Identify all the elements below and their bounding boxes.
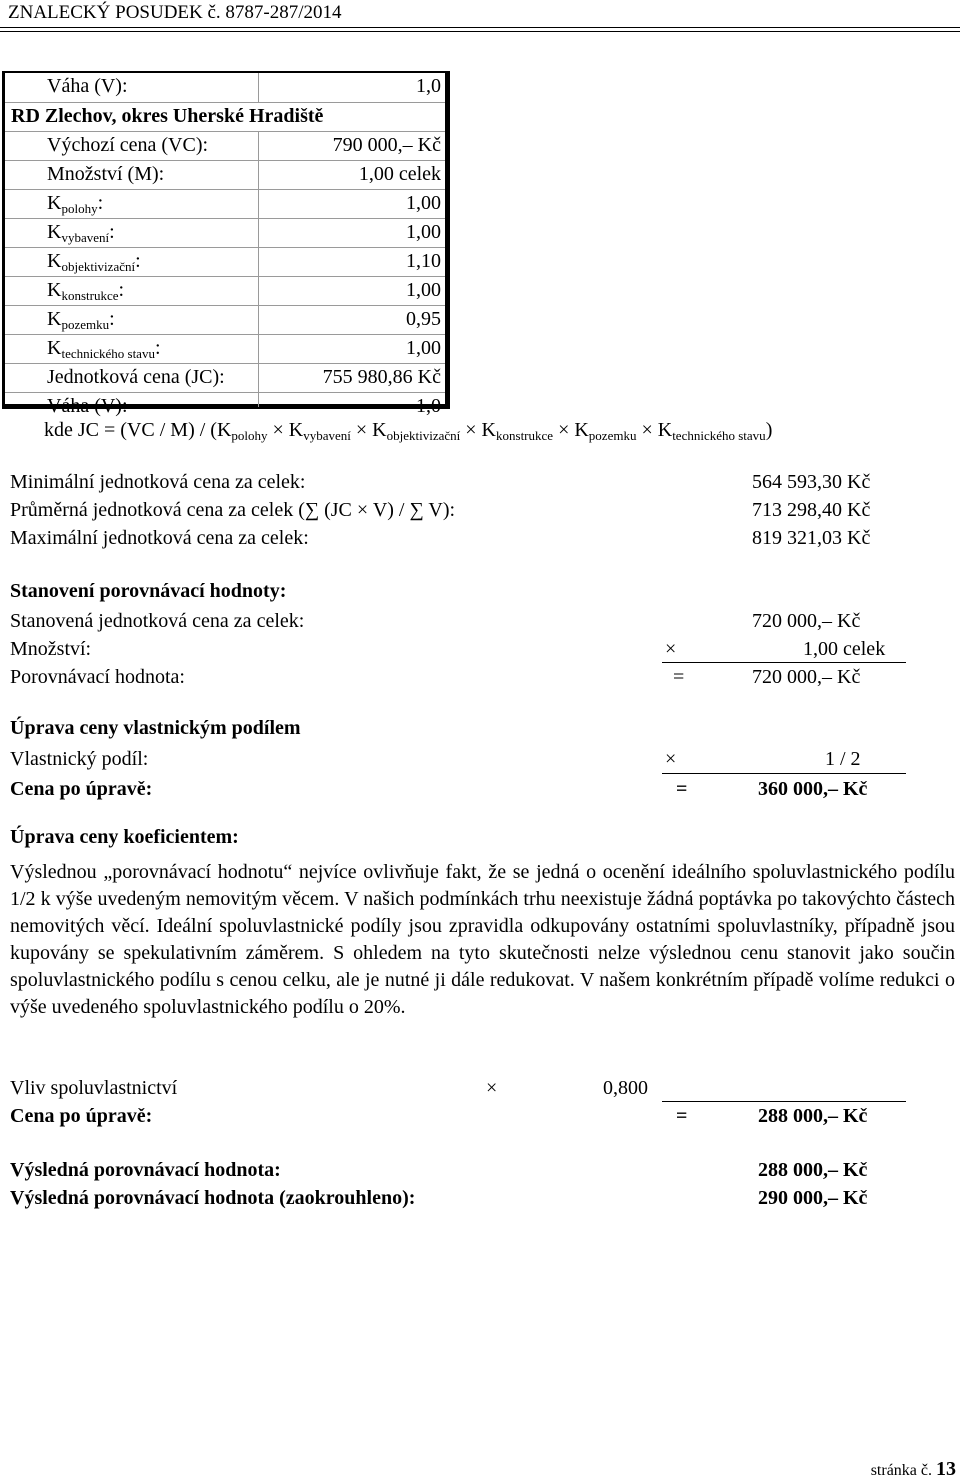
stat-max-value: 819 321,03 Kč	[752, 527, 871, 549]
comparison-value: 720 000,– Kč	[752, 666, 861, 688]
quantity-label: Množství:	[10, 638, 92, 660]
table-row-vychozi-cena: Výchozí cena (VC): 790 000,– Kč	[5, 131, 445, 161]
share-value: 1 / 2	[825, 748, 861, 770]
stat-min-value: 564 593,30 Kč	[752, 471, 871, 493]
table-row-k-pozemku: $K_{pozemku}$: 0,95	[5, 305, 445, 335]
equals-sign: =	[673, 666, 685, 688]
page-label: stránka č.	[870, 1462, 932, 1479]
table-row-k-vybaveni: $K_{vybavení}$: 1,00	[5, 218, 445, 248]
stat-max-label: Maximální jednotková cena za celek:	[10, 527, 309, 549]
share-label: Vlastnický podíl:	[10, 748, 149, 770]
table-row-k-objektivizacni: $K_{objektivizační}$: 1,10	[5, 247, 445, 277]
stat-avg-label: Průměrná jednotková cena za celek (∑ (JC × V) / ∑ V):	[10, 499, 456, 521]
section-heading-stanoveni: Stanovení porovnávací hodnoty:	[10, 580, 287, 602]
equals-sign: =	[676, 778, 688, 800]
table-row-mnozstvi: Množství (M): 1,00 celek	[5, 160, 445, 190]
final-rounded-value: 290 000,– Kč	[758, 1187, 868, 1209]
co-ownership-value: 0,800	[603, 1077, 648, 1099]
section-heading-podil: Úprava ceny vlastnickým podílem	[10, 717, 301, 739]
quantity-value: 1,00 celek	[803, 638, 886, 660]
explanation-paragraph: Výslednou „porovnávací hodnotu“ nejvíce ovlivňuje fakt, že se jedná o ocenění ideálního spoluvlastnického podílu 1/2 k výše uvedeným nemovitým věcem. V našich podmínkách trhu neexistuje žádná poptávka po takovýchto částech nemovitých věcí. Ideální spoluvlastnické podíly jsou zpravidla odkupovány ostatními spoluvlastníky, případně jsou kupovány se spekulativním záměrem. S ohledem na tyto skutečnosti nelze výslednou cenu stanovit jako součin spoluvlastnického podílu s cenou celku, ale je nutné ji dále redukovat. V našem konkrétním případě volíme redukci o výše uvedeného spoluvlastnického podílu o 20%.	[10, 861, 955, 1018]
final-value-label: Výsledná porovnávací hodnota:	[10, 1159, 281, 1181]
sum-rule	[662, 662, 906, 663]
multiply-icon: ×	[486, 1077, 498, 1099]
header-rule-double	[0, 31, 960, 32]
sum-rule	[662, 773, 906, 774]
document-header: ZNALECKÝ POSUDEK č. 8787-287/2014	[8, 2, 342, 23]
equals-sign: =	[676, 1105, 688, 1127]
table-row-k-konstrukce: $K_{konstrukce}$: 1,00	[5, 276, 445, 306]
header-rule	[0, 27, 960, 28]
unit-price-label: Stanovená jednotková cena za celek:	[10, 610, 305, 632]
table-row-jednotkova-cena: Jednotková cena (JC): 755 980,86 Kč	[5, 363, 445, 393]
stat-avg-value: 713 298,40 Kč	[752, 499, 871, 521]
page-footer	[871, 1458, 956, 1481]
table-row-k-polohy: $K_{polohy}$: 1,00	[5, 189, 445, 219]
table-row-vaha-top: Váha (V): 1,0	[5, 73, 445, 102]
table-row-property	[5, 102, 445, 132]
co-ownership-label: Vliv spoluvlastnictví	[10, 1077, 178, 1099]
unit-price-value: 720 000,– Kč	[752, 610, 861, 632]
comparison-value-label: Porovnávací hodnota:	[10, 666, 185, 688]
adjusted-price-label: Cena po úpravě:	[10, 778, 153, 800]
adjusted-price-value: 360 000,– Kč	[758, 778, 868, 800]
multiply-icon: ×	[665, 748, 677, 770]
formula-line: kde JC = $(VC / M) / (K_{polohy} \times K_{vybavení} \times K_{objektivizační} \times K_{konstrukce} \times K_{pozemku} \times K_{technického stavu})$	[44, 419, 773, 443]
table-row-k-technickeho-stavu: $K_{technického stavu}$: 1,00	[5, 334, 445, 364]
comparison-table	[2, 71, 450, 417]
section-heading-koeficient: Úprava ceny koeficientem:	[10, 826, 239, 848]
stat-min-label: Minimální jednotková cena za celek:	[10, 471, 306, 493]
multiply-icon: ×	[665, 638, 677, 660]
table-row-vaha-bottom: Váha (V): 1,0	[5, 392, 445, 407]
page-number: 13	[936, 1458, 956, 1480]
property-title: RD Zlechov, okres Uherské Hradiště	[11, 105, 324, 127]
final-value: 288 000,– Kč	[758, 1159, 868, 1181]
adjusted-price-2-value: 288 000,– Kč	[758, 1105, 868, 1127]
sum-rule	[662, 1101, 906, 1102]
final-rounded-label: Výsledná porovnávací hodnota (zaokrouhleno):	[10, 1187, 416, 1209]
adjusted-price-2-label: Cena po úpravě:	[10, 1105, 153, 1127]
